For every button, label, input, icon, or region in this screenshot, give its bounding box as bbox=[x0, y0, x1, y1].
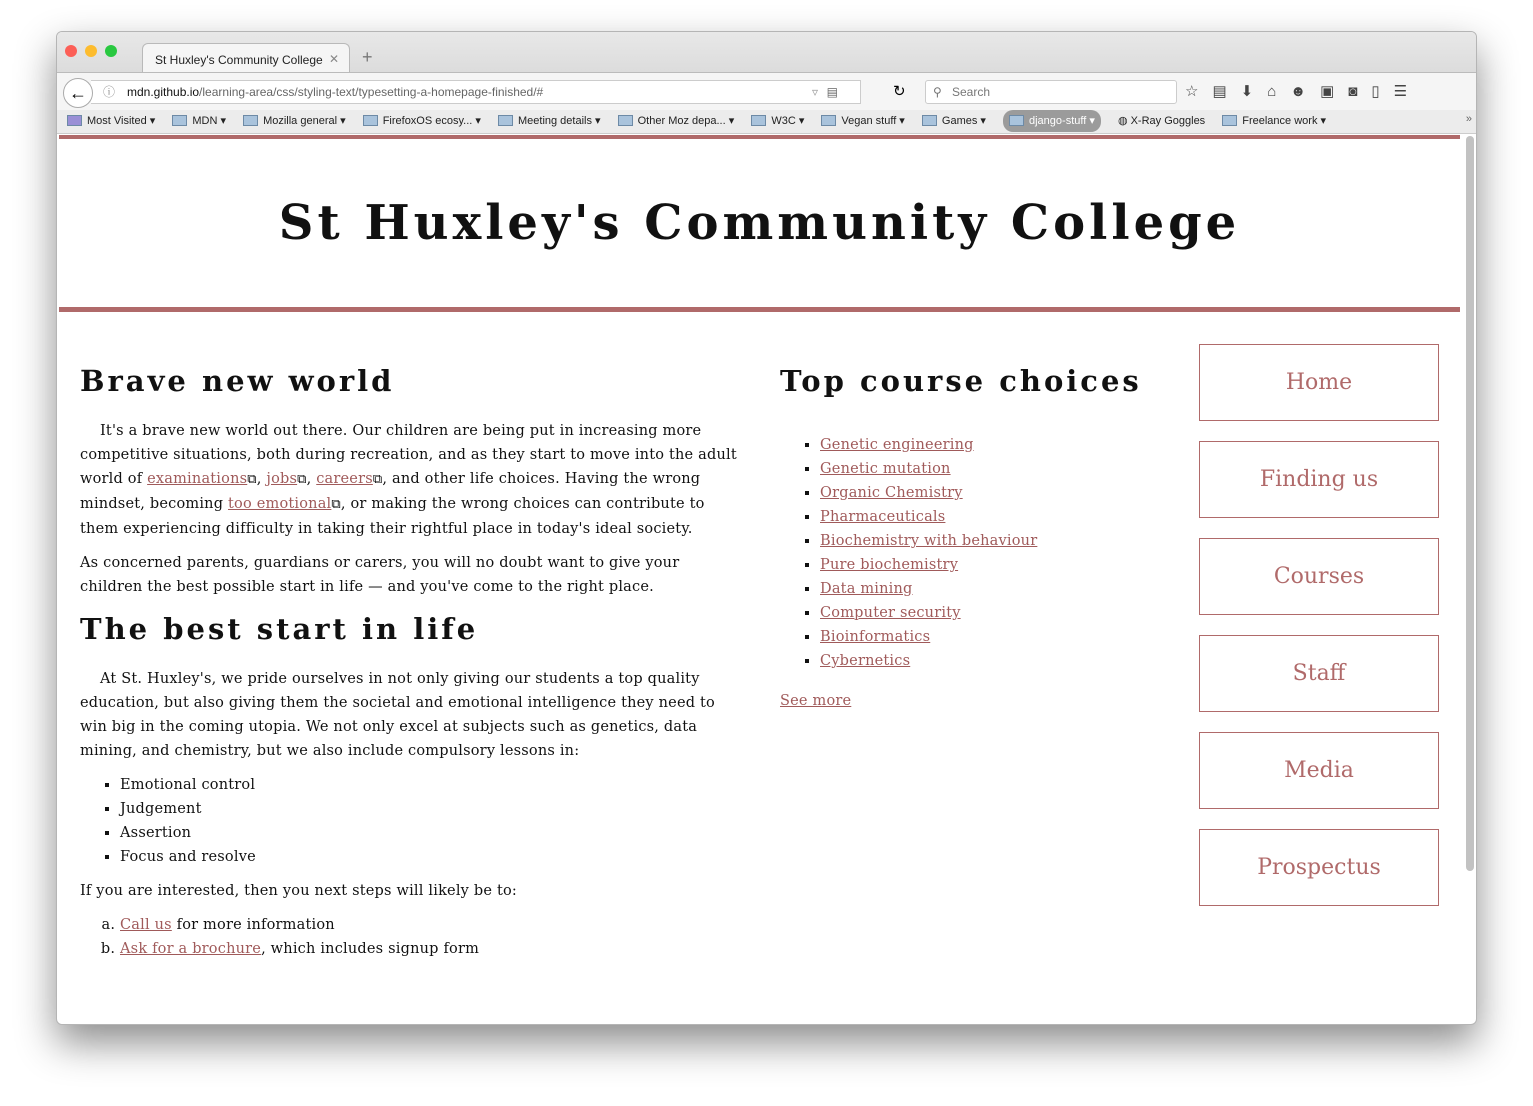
list-item bbox=[820, 625, 1160, 649]
bookmark-star-icon[interactable]: ☆ bbox=[1185, 83, 1213, 100]
bookmark-label: django-stuff ▾ bbox=[1029, 115, 1095, 127]
bookmark-item[interactable] bbox=[363, 110, 481, 132]
link-careers[interactable]: careers bbox=[316, 471, 373, 487]
url-host: mdn.github.io bbox=[127, 85, 200, 99]
dropdown-icon[interactable]: ▿ bbox=[811, 85, 818, 99]
menu-icon[interactable]: ☰ bbox=[1393, 83, 1422, 100]
paragraph: As concerned parents, guardians or carers, you will no doubt want to give your children the best possible start in life — and you've come to the right place. bbox=[80, 555, 680, 595]
folder-icon bbox=[67, 115, 82, 126]
list-item bbox=[820, 433, 1160, 457]
section-heading: The best start in life bbox=[80, 612, 479, 646]
browser-window bbox=[56, 31, 1477, 1025]
list-item bbox=[820, 529, 1160, 553]
external-link-icon: ⧉ bbox=[297, 472, 307, 487]
nav-prospectus[interactable]: Prospectus bbox=[1199, 829, 1439, 906]
bookmark-item[interactable] bbox=[498, 110, 601, 132]
bookmark-label: Vegan stuff ▾ bbox=[841, 115, 905, 127]
folder-icon bbox=[172, 115, 187, 126]
folder-icon bbox=[363, 115, 378, 126]
folder-icon bbox=[618, 115, 633, 126]
course-link[interactable]: Data mining bbox=[820, 581, 913, 597]
bookmark-item[interactable] bbox=[67, 110, 155, 132]
navigation-bar bbox=[57, 72, 1476, 110]
list-item bbox=[820, 505, 1160, 529]
bookmark-label: MDN ▾ bbox=[192, 115, 226, 127]
bookmark-label: Mozilla general ▾ bbox=[263, 115, 346, 127]
bookmark-item[interactable] bbox=[243, 110, 346, 132]
close-tab-icon[interactable]: ✕ bbox=[328, 52, 339, 66]
search-icon: ⚲ bbox=[933, 85, 942, 99]
minimize-window-button[interactable] bbox=[85, 45, 97, 57]
steps-list bbox=[80, 913, 745, 961]
course-link[interactable]: Genetic mutation bbox=[820, 461, 951, 477]
list-item bbox=[120, 937, 745, 961]
folder-icon bbox=[243, 115, 258, 126]
course-link[interactable]: Cybernetics bbox=[820, 653, 911, 669]
course-link[interactable]: Biochemistry with behaviour bbox=[820, 533, 1038, 549]
nav-courses[interactable]: Courses bbox=[1199, 538, 1439, 615]
bookmark-item[interactable] bbox=[1222, 110, 1326, 132]
main-column bbox=[80, 361, 745, 961]
list-item: ▪ Assertion bbox=[120, 821, 745, 845]
bookmark-item[interactable] bbox=[751, 110, 804, 132]
overflow-chevron-icon[interactable]: » bbox=[1465, 113, 1472, 125]
link-jobs[interactable]: jobs bbox=[266, 471, 298, 487]
youtube-icon[interactable]: ▣ bbox=[1320, 83, 1349, 100]
nav-staff[interactable]: Staff bbox=[1199, 635, 1439, 712]
search-placeholder: Search bbox=[952, 85, 991, 99]
tab-active[interactable] bbox=[142, 43, 350, 73]
bookmark-item[interactable] bbox=[172, 110, 226, 132]
bookmark-label: Meeting details ▾ bbox=[517, 115, 601, 127]
bookmark-label: Most Visited ▾ bbox=[87, 115, 156, 127]
tab-title: St Huxley's Community College bbox=[155, 53, 323, 67]
toolbar-icons bbox=[1185, 82, 1421, 100]
section-heading: Brave new world bbox=[80, 364, 395, 398]
download-icon[interactable]: ⬇ bbox=[1240, 83, 1268, 100]
page-content bbox=[59, 135, 1460, 1025]
folder-icon bbox=[751, 115, 766, 126]
step-text: , which includes signup form bbox=[261, 941, 480, 957]
bookmark-item[interactable] bbox=[618, 110, 735, 132]
site-nav bbox=[1199, 344, 1439, 926]
section-heading: Top course choices bbox=[780, 364, 1142, 398]
pocket-icon[interactable]: ◙ bbox=[1348, 83, 1372, 100]
course-link[interactable]: Pharmaceuticals bbox=[820, 509, 946, 525]
folder-icon bbox=[821, 115, 836, 126]
bookmark-label: Games ▾ bbox=[941, 115, 986, 127]
list-item bbox=[820, 601, 1160, 625]
bookmark-label: Freelance work ▾ bbox=[1242, 115, 1327, 127]
bookmark-item-active[interactable] bbox=[1003, 110, 1101, 132]
link-too-emotional[interactable]: too emotional bbox=[228, 496, 332, 512]
bookmark-label: Other Moz depa... ▾ bbox=[637, 115, 735, 127]
reading-list-icon[interactable]: ▤ bbox=[1212, 83, 1241, 100]
list-item: ▪ Focus and resolve bbox=[120, 845, 745, 869]
close-window-button[interactable] bbox=[65, 45, 77, 57]
site-title: St Huxley's Community College bbox=[278, 195, 1241, 251]
bookmark-item[interactable] bbox=[922, 110, 986, 132]
list-item bbox=[820, 577, 1160, 601]
lessons-list bbox=[80, 773, 745, 869]
chat-icon[interactable]: ☻ bbox=[1290, 83, 1321, 100]
site-header bbox=[59, 139, 1460, 312]
course-link[interactable]: Bioinformatics bbox=[820, 629, 931, 645]
course-link[interactable]: Organic Chemistry bbox=[820, 485, 963, 501]
scrollbar[interactable] bbox=[1466, 136, 1474, 871]
nav-finding-us[interactable]: Finding us bbox=[1199, 441, 1439, 518]
bookmark-label: FirefoxOS ecosy... ▾ bbox=[382, 115, 481, 127]
paragraph: If you are interested, then you next steps will likely be to: bbox=[80, 883, 517, 899]
courses-list bbox=[780, 433, 1160, 673]
back-button[interactable]: ← bbox=[63, 78, 93, 108]
see-more-link[interactable]: See more bbox=[780, 693, 852, 709]
list-item bbox=[820, 649, 1160, 673]
tab-bar bbox=[57, 32, 1476, 72]
paragraph: At St. Huxley's, we pride ourselves in not only giving our students a top quality education, but also giving them the societal and emotional intelligence they need to win big in the coming utopia. We not only excel at subjects such as genetics, data mining, and chemistry, but we also include compulsory lessons in: bbox=[80, 671, 715, 759]
nav-home[interactable]: Home bbox=[1199, 344, 1439, 421]
url-path: /learning-area/css/styling-text/typesetting-a-homepage-finished/# bbox=[199, 85, 544, 99]
folder-icon bbox=[1009, 115, 1024, 126]
sidebar-icon[interactable]: ▯ bbox=[1371, 83, 1394, 100]
bookmark-label: X-Ray Goggles bbox=[1130, 115, 1206, 127]
bookmark-item[interactable] bbox=[1118, 110, 1205, 132]
brochure-link[interactable]: Ask for a brochure bbox=[120, 941, 262, 957]
folder-icon bbox=[922, 115, 937, 126]
external-link-icon: ⧉ bbox=[247, 472, 257, 487]
globe-icon: ◍ bbox=[1117, 115, 1131, 127]
folder-icon bbox=[1222, 115, 1237, 126]
nav-media[interactable]: Media bbox=[1199, 732, 1439, 809]
list-item bbox=[820, 481, 1160, 505]
search-input[interactable] bbox=[925, 80, 1177, 104]
call-us-link[interactable]: Call us bbox=[120, 917, 172, 933]
link-examinations[interactable]: examinations bbox=[147, 471, 248, 487]
home-icon[interactable]: ⌂ bbox=[1267, 83, 1291, 100]
course-link[interactable]: Genetic engineering bbox=[820, 437, 974, 453]
info-icon[interactable]: ⓘ bbox=[103, 85, 116, 99]
bookmarks-bar bbox=[57, 110, 1476, 134]
list-item: ▪ Judgement bbox=[120, 797, 745, 821]
step-text: for more information bbox=[171, 917, 335, 933]
course-link[interactable]: Computer security bbox=[820, 605, 961, 621]
maximize-window-button[interactable] bbox=[105, 45, 117, 57]
external-link-icon: ⧉ bbox=[372, 472, 383, 487]
reader-view-icon[interactable]: ▤ bbox=[826, 85, 838, 99]
bookmark-item[interactable] bbox=[821, 110, 904, 132]
courses-column bbox=[780, 361, 1160, 713]
url-bar[interactable] bbox=[91, 80, 861, 104]
external-link-icon: ⧉ bbox=[331, 497, 341, 512]
reload-icon[interactable]: ↻ bbox=[893, 83, 906, 100]
list-item: ▪ Emotional control bbox=[120, 773, 745, 797]
bookmark-label: W3C ▾ bbox=[771, 115, 805, 127]
list-item bbox=[820, 457, 1160, 481]
paragraph: It's a brave new world out there. Our children are being put in increasing more competitive situations, both during recreation, and as they start to move into the adult world of examinations⧉, jobs⧉, careers⧉, and other life choices. Having the wrong mindset, becoming too emotional⧉, or making the wrong choices can contribute to them experiencing difficulty in taking their rightful place in today's ideal society. bbox=[80, 423, 737, 537]
course-link[interactable]: Pure biochemistry bbox=[820, 557, 959, 573]
list-item bbox=[820, 553, 1160, 577]
folder-icon bbox=[498, 115, 513, 126]
new-tab-button[interactable]: + bbox=[362, 47, 373, 67]
list-item bbox=[120, 913, 745, 937]
